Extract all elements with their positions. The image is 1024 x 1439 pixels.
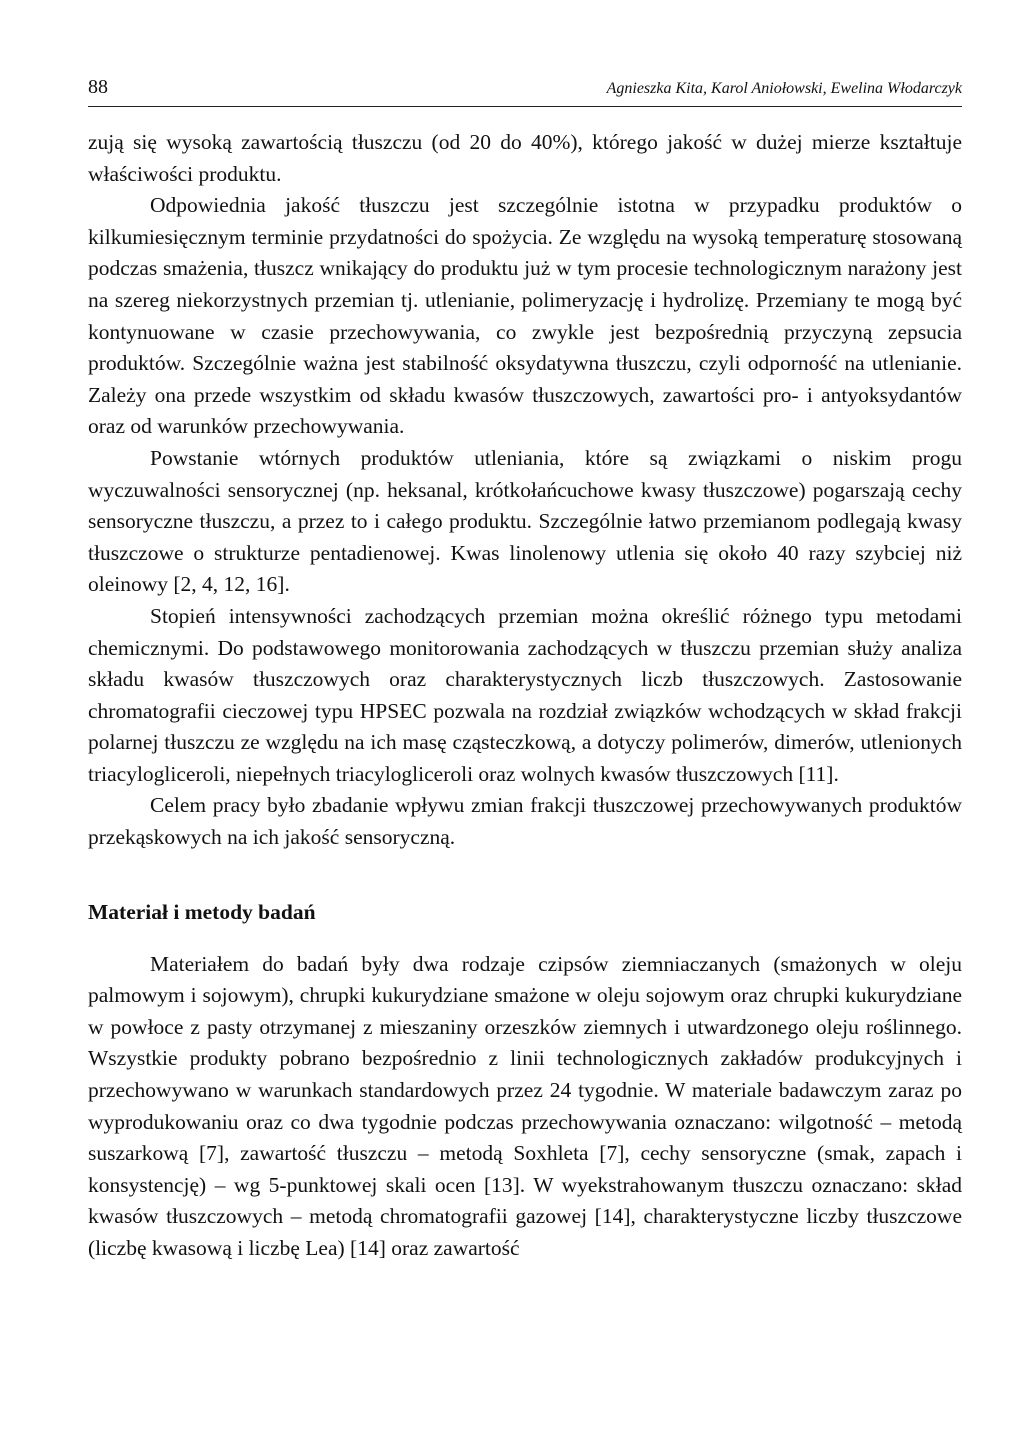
paragraph-continuation: zują się wysoką zawartością tłuszczu (od 20 do 40%), którego jakość w dużej mierze kształtuje właściwości produktu. (88, 130, 962, 186)
running-header (88, 72, 962, 107)
running-title-authors: Agnieszka Kita, Karol Aniołowski, Ewelina Włodarczyk (606, 80, 962, 97)
body-text (88, 127, 962, 1265)
paragraph-oxidation-products: Powstanie wtórnych produktów utleniania, które są związkami o niskim progu wyczuwalności sensorycznej (np. heksanal, krótkołańcuchowe kwasy tłuszczowe) pogarszają cechy sensoryczne tłuszczu, a przez to i całego produktu. Szczególnie łatwo przemianom podlegają kwasy tłuszczowe o strukturze pentadienowej. Kwas linolenowy utlenia się około 40 razy szybciej niż oleinowy [2, 4, 12, 16]. (88, 445, 962, 597)
paragraph-fat-quality: Odpowiednia jakość tłuszczu jest szczególnie istotna w przypadku produktów o kilkumiesięcznym terminie przydatności do spożycia. Ze względu na wysoką temperaturę stosowaną podczas smażenia, tłuszcz wnikający do produktu już w tym procesie technologicznym narażony jest na szereg niekorzystnych przemian tj. utlenianie, polimeryzację i hydrolizę. Przemiany te mogą być kontynuowane w czasie przechowywania, co zwykle jest bezpośrednią przyczyną zepsucia produktów. Szczególnie ważna jest stabilność oksydatywna tłuszczu, czyli odporność na utlenianie. Zależy ona przede wszystkim od składu kwasów tłuszczowych, zawartości pro- i antyoksydantów oraz od warunków przechowywania. (88, 193, 962, 439)
paragraph-aim: Celem pracy było zbadanie wpływu zmian frakcji tłuszczowej przechowywanych produktów przekąskowych na ich jakość sensoryczną. (88, 793, 962, 850)
page-number: 88 (88, 76, 108, 98)
page (88, 72, 962, 1265)
paragraph-materials: Materiałem do badań były dwa rodzaje czipsów ziemniaczanych (smażonych w oleju palmowym i sojowym), chrupki kukurydziane smażone w oleju sojowym oraz chrupki kukurydziane w powłoce z pasty otrzymanej z mieszaniny orzeszków ziemnych i utwardzonego oleju roślinnego. Wszystkie produkty pobrano bezpośrednio z linii technologicznych zakładów produkcyjnych i przechowywano w warunkach standardowych przez 24 tygodnie. W materiale badawczym zaraz po wyprodukowaniu oraz co dwa tygodnie podczas przechowywania oznaczano: wilgotność – metodą suszarkową [7], zawartość tłuszczu – metodą Soxhleta [7], cechy sensoryczne (smak, zapach i konsystencję) – wg 5-punktowej skali ocen [13]. W wyekstrahowanym tłuszczu oznaczano: skład kwasów tłuszczowych – metodą chromatografii gazowej [14], charakterystyczne liczby tłuszczowe (liczbę kwasową i liczbę Lea) [14] oraz zawartość (88, 951, 962, 1260)
section-heading-materials-methods: Materiał i metody badań (88, 899, 316, 924)
paragraph-chemical-methods: Stopień intensywności zachodzących przemian można określić różnego typu metodami chemicznymi. Do podstawowego monitorowania zachodzących w tłuszczu przemian służy analiza składu kwasów tłuszczowych oraz charakterystycznych liczb tłuszczowych. Zastosowanie chromatografii cieczowej typu HPSEC pozwala na rozdział związków wchodzących w skład frakcji polarnej tłuszczu ze względu na ich masę cząsteczkową, a dotyczy polimerów, dimerów, utlenionych triacylogliceroli, niepełnych triacylogliceroli oraz wolnych kwasów tłuszczowych [11]. (88, 603, 962, 786)
